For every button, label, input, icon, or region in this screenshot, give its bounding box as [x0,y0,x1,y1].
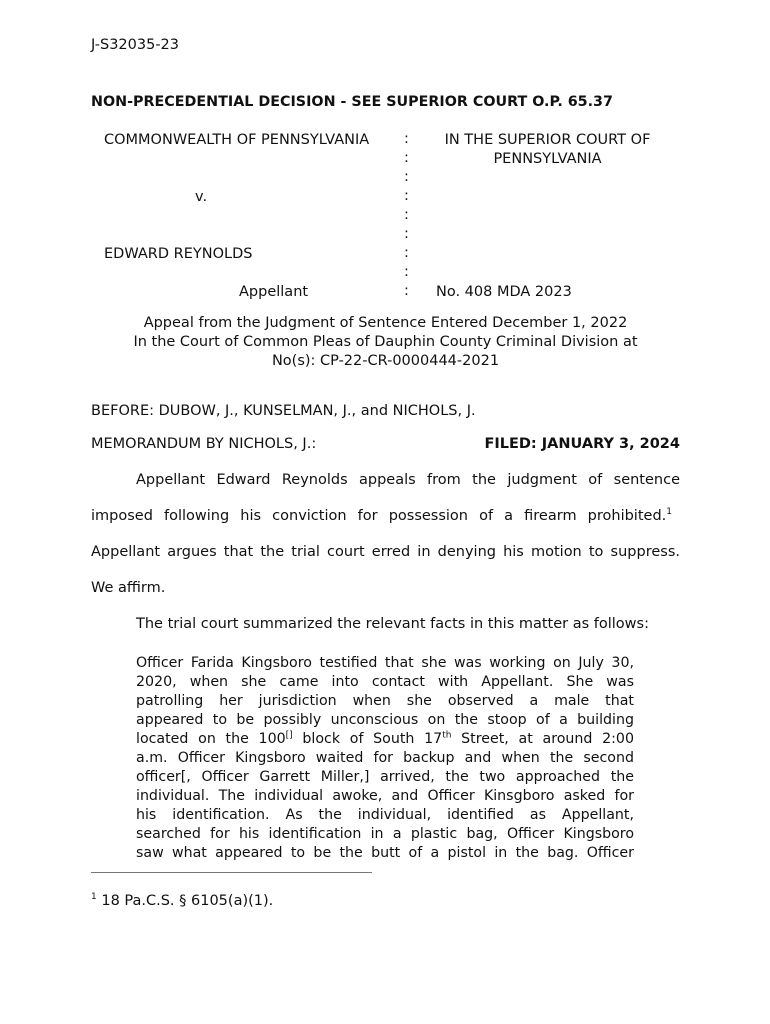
body-paragraph-2: The trial court summarized the relevant facts in this matter as follows: [136,616,649,632]
body-line-3: Appellant argues that the trial court erred in denying his motion to suppress. [91,544,680,560]
quote-line: officer[, Officer Garrett Miller,] arrived, the two approached the [136,769,634,785]
plaintiff-name: COMMONWEALTH OF PENNSYLVANIA [104,132,370,148]
footnote-ref[interactable]: 1 [666,507,672,518]
quote-line: a.m. Officer Kingsboro waited for backup and when the second [136,750,634,766]
body-line-4: We affirm. [91,580,166,596]
filed-date: FILED: JANUARY 3, 2024 [484,436,680,452]
appeal-line-3: No(s): CP-22-CR-0000444-2021 [271,353,500,369]
body-line-1: Appellant Edward Reynolds appeals from the judgment of sentence [136,472,680,488]
quote-line: patrolling her jurisdiction when she observed a male that [136,693,634,709]
docket-number: No. 408 MDA 2023 [436,284,572,300]
footnote-divider [91,872,372,873]
block-quote [136,654,634,863]
versus: v. [195,189,208,205]
appeal-line-1: Appeal from the Judgment of Sentence Entered December 1, 2022 [143,315,628,331]
memorandum-author: MEMORANDUM BY NICHOLS, J.: [91,436,317,452]
quote-line: searched for his identification in a plastic bag, Officer Kingsboro [136,826,634,842]
footnote-mark: 1 [91,892,97,903]
court-name-line1: IN THE SUPERIOR COURT OF [444,132,651,148]
defendant-name: EDWARD REYNOLDS [104,246,253,262]
quote-line: his identification. As the individual, identified as Appellant, [136,807,634,823]
party-role: Appellant [239,284,309,300]
panel-before: BEFORE: DUBOW, J., KUNSELMAN, J., and NICHOLS, J. [91,403,476,419]
quote-line: appeared to be possibly unconscious on the stoop of a building [136,712,634,728]
quote-line: individual. The individual awoke, and Officer Kinsgboro asked for [136,788,634,804]
body-line-2: imposed following his conviction for possession of a firearm prohibited.$^1$ [91,507,672,524]
quote-line: located on the 100[] block of South 17th Street, at around 2:00 [136,730,634,747]
quote-line: 2020, when she came into contact with Appellant. She was [136,674,634,690]
caption-separator: : : : : : : : : : [404,131,409,299]
footnote: $^1$ 18 Pa.C.S. § 6105(a)(1). [91,892,274,909]
quote-line: saw what appeared to be the butt of a pistol in the bag. Officer [136,845,634,861]
quote-line: Officer Farida Kingsboro testified that she was working on July 30, [136,655,634,671]
appeal-line-2: In the Court of Common Pleas of Dauphin County Criminal Division at [133,334,638,350]
document-id: J-S32035-23 [91,37,180,53]
court-name-line2: PENNSYLVANIA [493,151,602,167]
decision-heading: NON-PRECEDENTIAL DECISION - SEE SUPERIOR COURT O.P. 65.37 [91,94,613,110]
